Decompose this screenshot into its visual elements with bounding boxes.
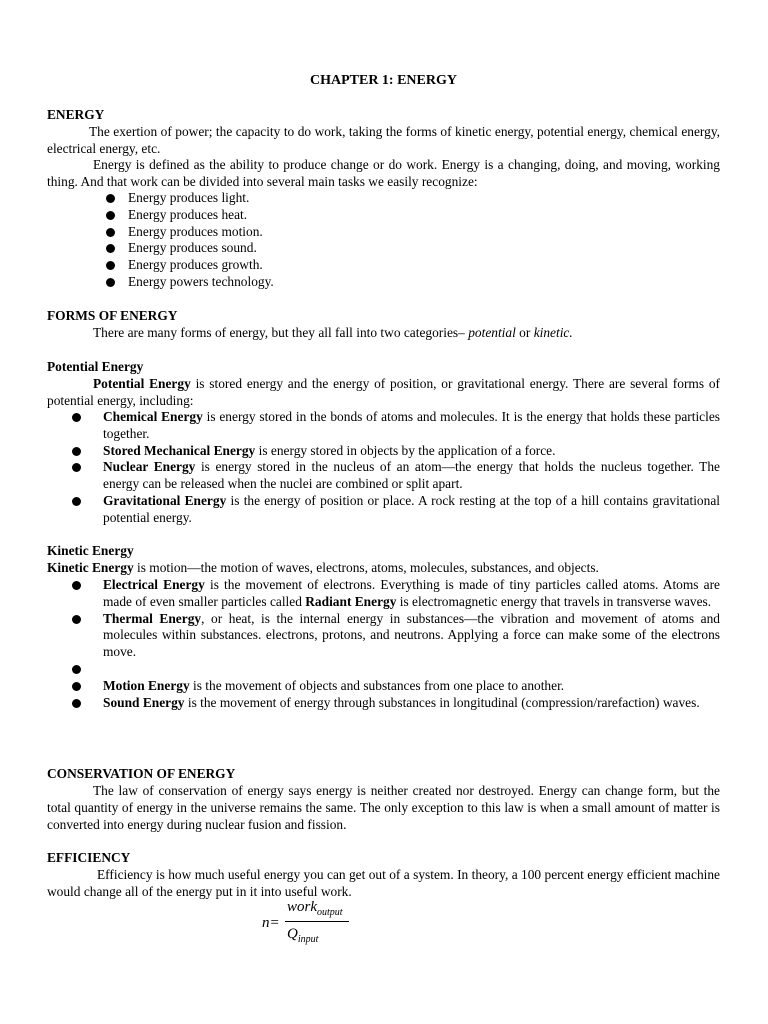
list-item: Energy powers technology. bbox=[105, 274, 274, 291]
definition: is energy stored in objects by the application of a force. bbox=[258, 442, 556, 458]
list-item bbox=[47, 695, 720, 712]
definition: is the energy of position or place. A rock resting at the top of a hill contains gravitational potential energy. bbox=[103, 492, 720, 525]
list-item bbox=[47, 611, 720, 661]
term: Motion Energy bbox=[103, 677, 190, 693]
definition: is electromagnetic energy that travels in transverse waves. bbox=[399, 593, 712, 609]
list-item: Energy produces motion. bbox=[105, 224, 274, 241]
energy-paragraph-2: Energy is defined as the ability to produce change or do work. Energy is a changing, doing, and moving, working thing. And that work can be divided into several main tasks we easily recognize: bbox=[47, 157, 720, 189]
term: Stored Mechanical Energy bbox=[103, 442, 256, 458]
kinetic-heading: Kinetic Energy bbox=[47, 543, 134, 558]
term: Chemical Energy bbox=[103, 409, 203, 424]
efficiency-paragraph: Efficiency is how much useful energy you can get out of a system. In theory, a 100 percent energy efficient machine would change all of the energy put in it into useful work. bbox=[47, 867, 720, 899]
list-item bbox=[47, 443, 720, 460]
list-item: Energy produces light. bbox=[105, 190, 274, 207]
list-item bbox=[47, 661, 720, 678]
term: Nuclear Energy bbox=[103, 459, 196, 475]
kinetic-lead-term: Kinetic Energy bbox=[47, 560, 134, 575]
or-text: or bbox=[519, 325, 531, 340]
energy-tasks-list bbox=[105, 190, 274, 291]
term: Thermal Energy bbox=[103, 610, 202, 626]
definition: is the movement of energy through substances in longitudinal (compression/rarefaction) waves. bbox=[187, 694, 700, 710]
forms-text: There are many forms of energy, but they all fall into two categories– bbox=[93, 325, 465, 340]
fraction-bar bbox=[285, 921, 349, 922]
potential-lead-term: Potential Energy bbox=[93, 376, 191, 391]
formula-lhs: n= bbox=[262, 915, 280, 931]
list-item bbox=[47, 459, 720, 493]
list-item bbox=[47, 409, 720, 443]
list-item bbox=[47, 493, 720, 527]
term: Sound Energy bbox=[103, 694, 185, 710]
conservation-heading: CONSERVATION OF ENERGY bbox=[47, 766, 236, 781]
efficiency-heading: EFFICIENCY bbox=[47, 850, 131, 865]
conservation-paragraph: The law of conservation of energy says energy is neither created nor destroyed. Energy can change form, but the total quantity of energy in the universe remains the same. The only exception to this law is when a small amount of matter is converted into energy during nuclear fusion and fission. bbox=[47, 783, 720, 832]
term: Radiant Energy bbox=[305, 593, 397, 609]
definition: is the movement of objects and substances from one place to another. bbox=[193, 677, 565, 693]
list-item: Energy produces heat. bbox=[105, 207, 274, 224]
forms-paragraph bbox=[47, 325, 720, 342]
definition: is energy stored in the bonds of atoms and molecules. It is the energy that holds these particles together. bbox=[103, 409, 720, 441]
list-item bbox=[47, 678, 720, 695]
potential-heading: Potential Energy bbox=[47, 359, 144, 374]
list-item: Energy produces sound. bbox=[105, 240, 274, 257]
kinetic-term: kinetic. bbox=[533, 325, 573, 340]
potential-lead-text: is stored energy and the energy of position, or gravitational energy. There are several forms of potential energy, including: bbox=[47, 376, 720, 408]
formula-denominator: $Q_{input}$ bbox=[287, 926, 319, 945]
formula-numerator: work$_{output}$ bbox=[287, 899, 343, 918]
definition: , or heat, is the internal energy in substances—the vibration and movement of atoms and molecules within substances. electrons, protons, and neutrons. Applying a force can make some of the electrons move. bbox=[103, 610, 721, 660]
definition: is energy stored in the nucleus of an atom—the energy that holds the nucleus together. The energy can be released when the nuclei are combined or split apart. bbox=[103, 459, 720, 492]
energy-heading: ENERGY bbox=[47, 107, 105, 122]
forms-heading: FORMS OF ENERGY bbox=[47, 308, 178, 323]
energy-paragraph-1: The exertion of power; the capacity to do work, taking the forms of kinetic energy, potential energy, chemical energy, electrical energy, etc. bbox=[47, 124, 720, 156]
potential-intro bbox=[47, 376, 720, 410]
potential-forms-list bbox=[47, 409, 720, 527]
list-item bbox=[47, 577, 720, 611]
definition: is the movement of electrons. Everything is made of tiny particles called atoms. Atoms are made of even smaller particles called bbox=[103, 577, 720, 609]
potential-term: potential bbox=[468, 325, 516, 340]
kinetic-lead-text: is motion—the motion of waves, electrons, atoms, molecules, substances, and objects. bbox=[137, 560, 599, 575]
term: Gravitational Energy bbox=[103, 492, 227, 508]
term: Electrical Energy bbox=[103, 577, 205, 592]
kinetic-intro bbox=[47, 560, 720, 577]
kinetic-forms-list bbox=[47, 577, 720, 711]
chapter-title: CHAPTER 1: ENERGY bbox=[309, 73, 457, 88]
list-item: Energy produces growth. bbox=[105, 257, 274, 274]
